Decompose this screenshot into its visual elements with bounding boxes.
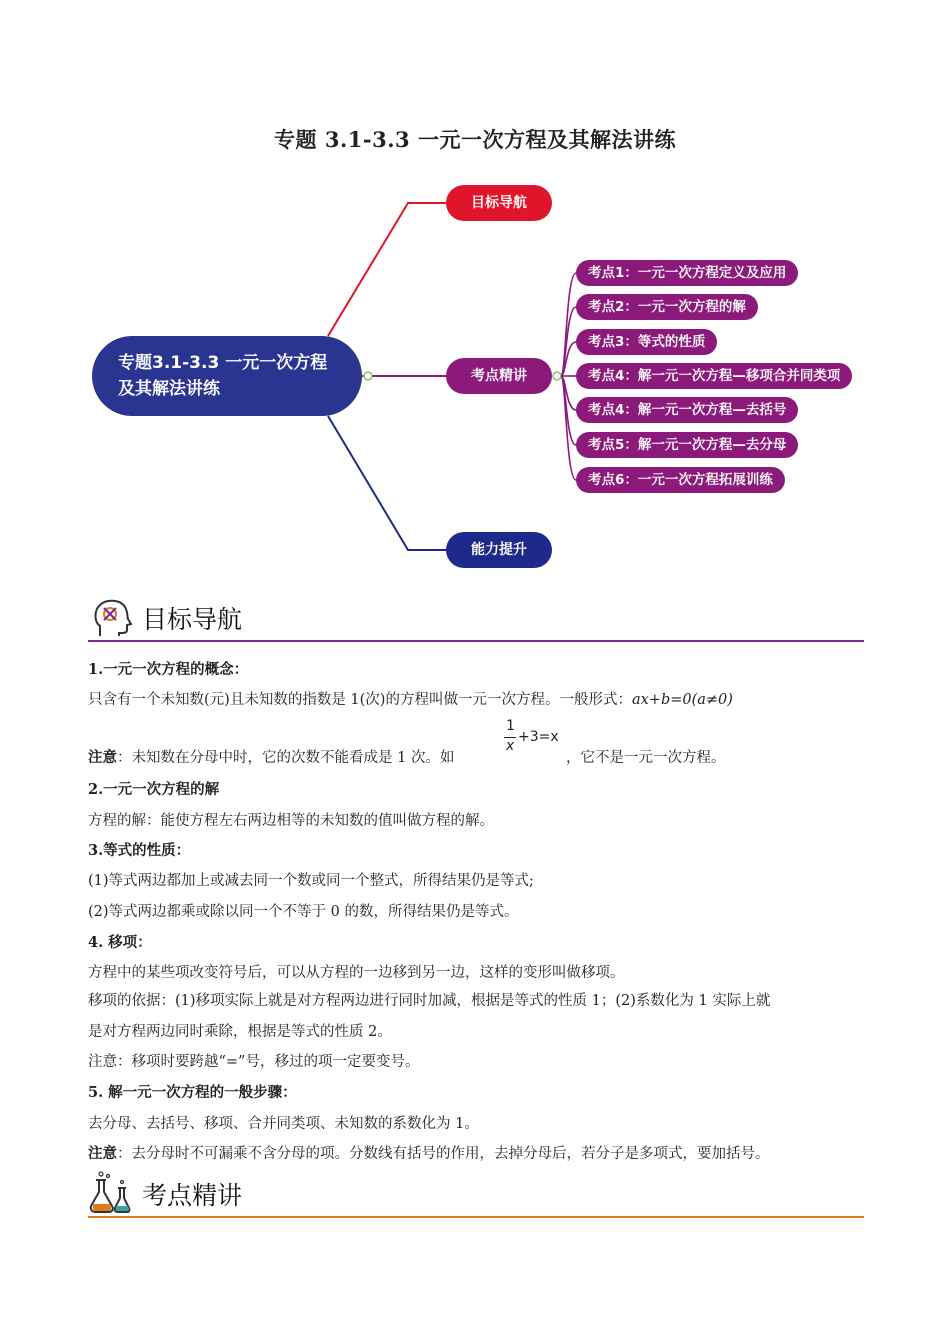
note-1-label: 注意 xyxy=(88,749,117,766)
section-rule-points xyxy=(88,1216,864,1218)
fraction-denominator: x xyxy=(506,738,515,754)
paragraph-4d: 注意：移项时要跨越“=”号，移过的项一定要变号。 xyxy=(88,1054,420,1070)
heading-5: 5. 解一元一次方程的一般步骤： xyxy=(88,1084,297,1101)
section-header-points xyxy=(88,1170,864,1218)
flask-icon xyxy=(88,1170,136,1214)
note-1 xyxy=(88,746,454,767)
paragraph-4b: 移项的依据：(1)移项实际上就是对方程两边进行同时加减，根据是等式的性质 1；(2)系数化为 1 实际上就 xyxy=(88,993,771,1009)
mindmap-leaf: 考点4：解一元一次方程—去括号 xyxy=(576,397,798,423)
paragraph-3b: (2)等式两边都乘或除以同一个不等于 0 的数，所得结果仍是等式。 xyxy=(88,904,519,920)
general-form-formula: ax+b=0(a≠0) xyxy=(631,692,733,708)
mindmap-leaf: 考点3：等式的性质 xyxy=(576,329,717,355)
heading-3: 3.等式的性质： xyxy=(88,842,191,859)
fraction-example xyxy=(504,718,574,762)
mindmap-leaf: 考点2：一元一次方程的解 xyxy=(576,294,758,320)
paragraph-2: 方程的解：能使方程左右两边相等的未知数的值叫做方程的解。 xyxy=(88,813,494,829)
mindmap-leaf: 考点6：一元一次方程拓展训练 xyxy=(576,467,785,493)
paragraph-1-text: 只含有一个未知数(元)且未知数的指数是 1(次)的方程叫做一元一次方程。一般形式： xyxy=(88,692,632,708)
note-5-label: 注意 xyxy=(88,1145,117,1162)
section-header-goal xyxy=(88,594,864,642)
page-title: 专题 3.1-3.3 一元一次方程及其解法讲练 xyxy=(274,127,676,152)
heading-1: 1.一元一次方程的概念： xyxy=(88,661,249,678)
mindmap-leaf: 考点1：一元一次方程定义及应用 xyxy=(576,260,798,286)
fraction-numerator: 1 xyxy=(506,718,515,734)
paragraph-4a: 方程中的某些项改变符号后，可以从方程的一边移到另一边，这样的变形叫做移项。 xyxy=(88,965,625,981)
heading-2: 2.一元一次方程的解 xyxy=(88,781,220,798)
heading-4: 4. 移项： xyxy=(88,934,152,951)
section-title-points: 考点精讲 xyxy=(142,1181,243,1210)
section-rule-goal xyxy=(88,640,864,642)
head-brain-icon xyxy=(90,596,134,640)
note-1-text: ：未知数在分母中时，它的次数不能看成是 1 次。如 xyxy=(117,750,455,766)
mindmap-branch-points: 考点精讲 xyxy=(446,358,552,394)
note-5-text: ：去分母时不可漏乘不含分母的项。分数线有括号的作用，去掉分母后，若分子是多项式，要加括号。 xyxy=(117,1146,770,1162)
fraction-rest: +3=x xyxy=(518,729,559,745)
mindmap-root-line2: 及其解法讲练 xyxy=(118,379,220,399)
paragraph-5: 去分母、去括号、移项、合并同类项、未知数的系数化为 1。 xyxy=(88,1116,479,1132)
note-1-tail: ，它不是一元一次方程。 xyxy=(566,750,726,766)
paragraph-3a: (1)等式两边都加上或减去同一个数或同一个整式，所得结果仍是等式; xyxy=(88,873,534,889)
mindmap-root xyxy=(92,336,362,416)
mindmap-root-line1: 专题3.1-3.3 一元一次方程 xyxy=(118,353,328,373)
section-title-goal: 目标导航 xyxy=(142,605,243,634)
paragraph-1 xyxy=(88,688,733,709)
note-5 xyxy=(88,1142,770,1163)
mindmap-leaf: 考点5：解一元一次方程—去分母 xyxy=(576,432,798,458)
mindmap-leaf: 考点4：解一元一次方程—移项合并同类项 xyxy=(576,363,852,389)
mindmap-branch-ability: 能力提升 xyxy=(446,532,552,568)
mindmap-branch-goal: 目标导航 xyxy=(446,185,552,221)
paragraph-4c: 是对方程两边同时乘除，根据是等式的性质 2。 xyxy=(88,1024,392,1040)
